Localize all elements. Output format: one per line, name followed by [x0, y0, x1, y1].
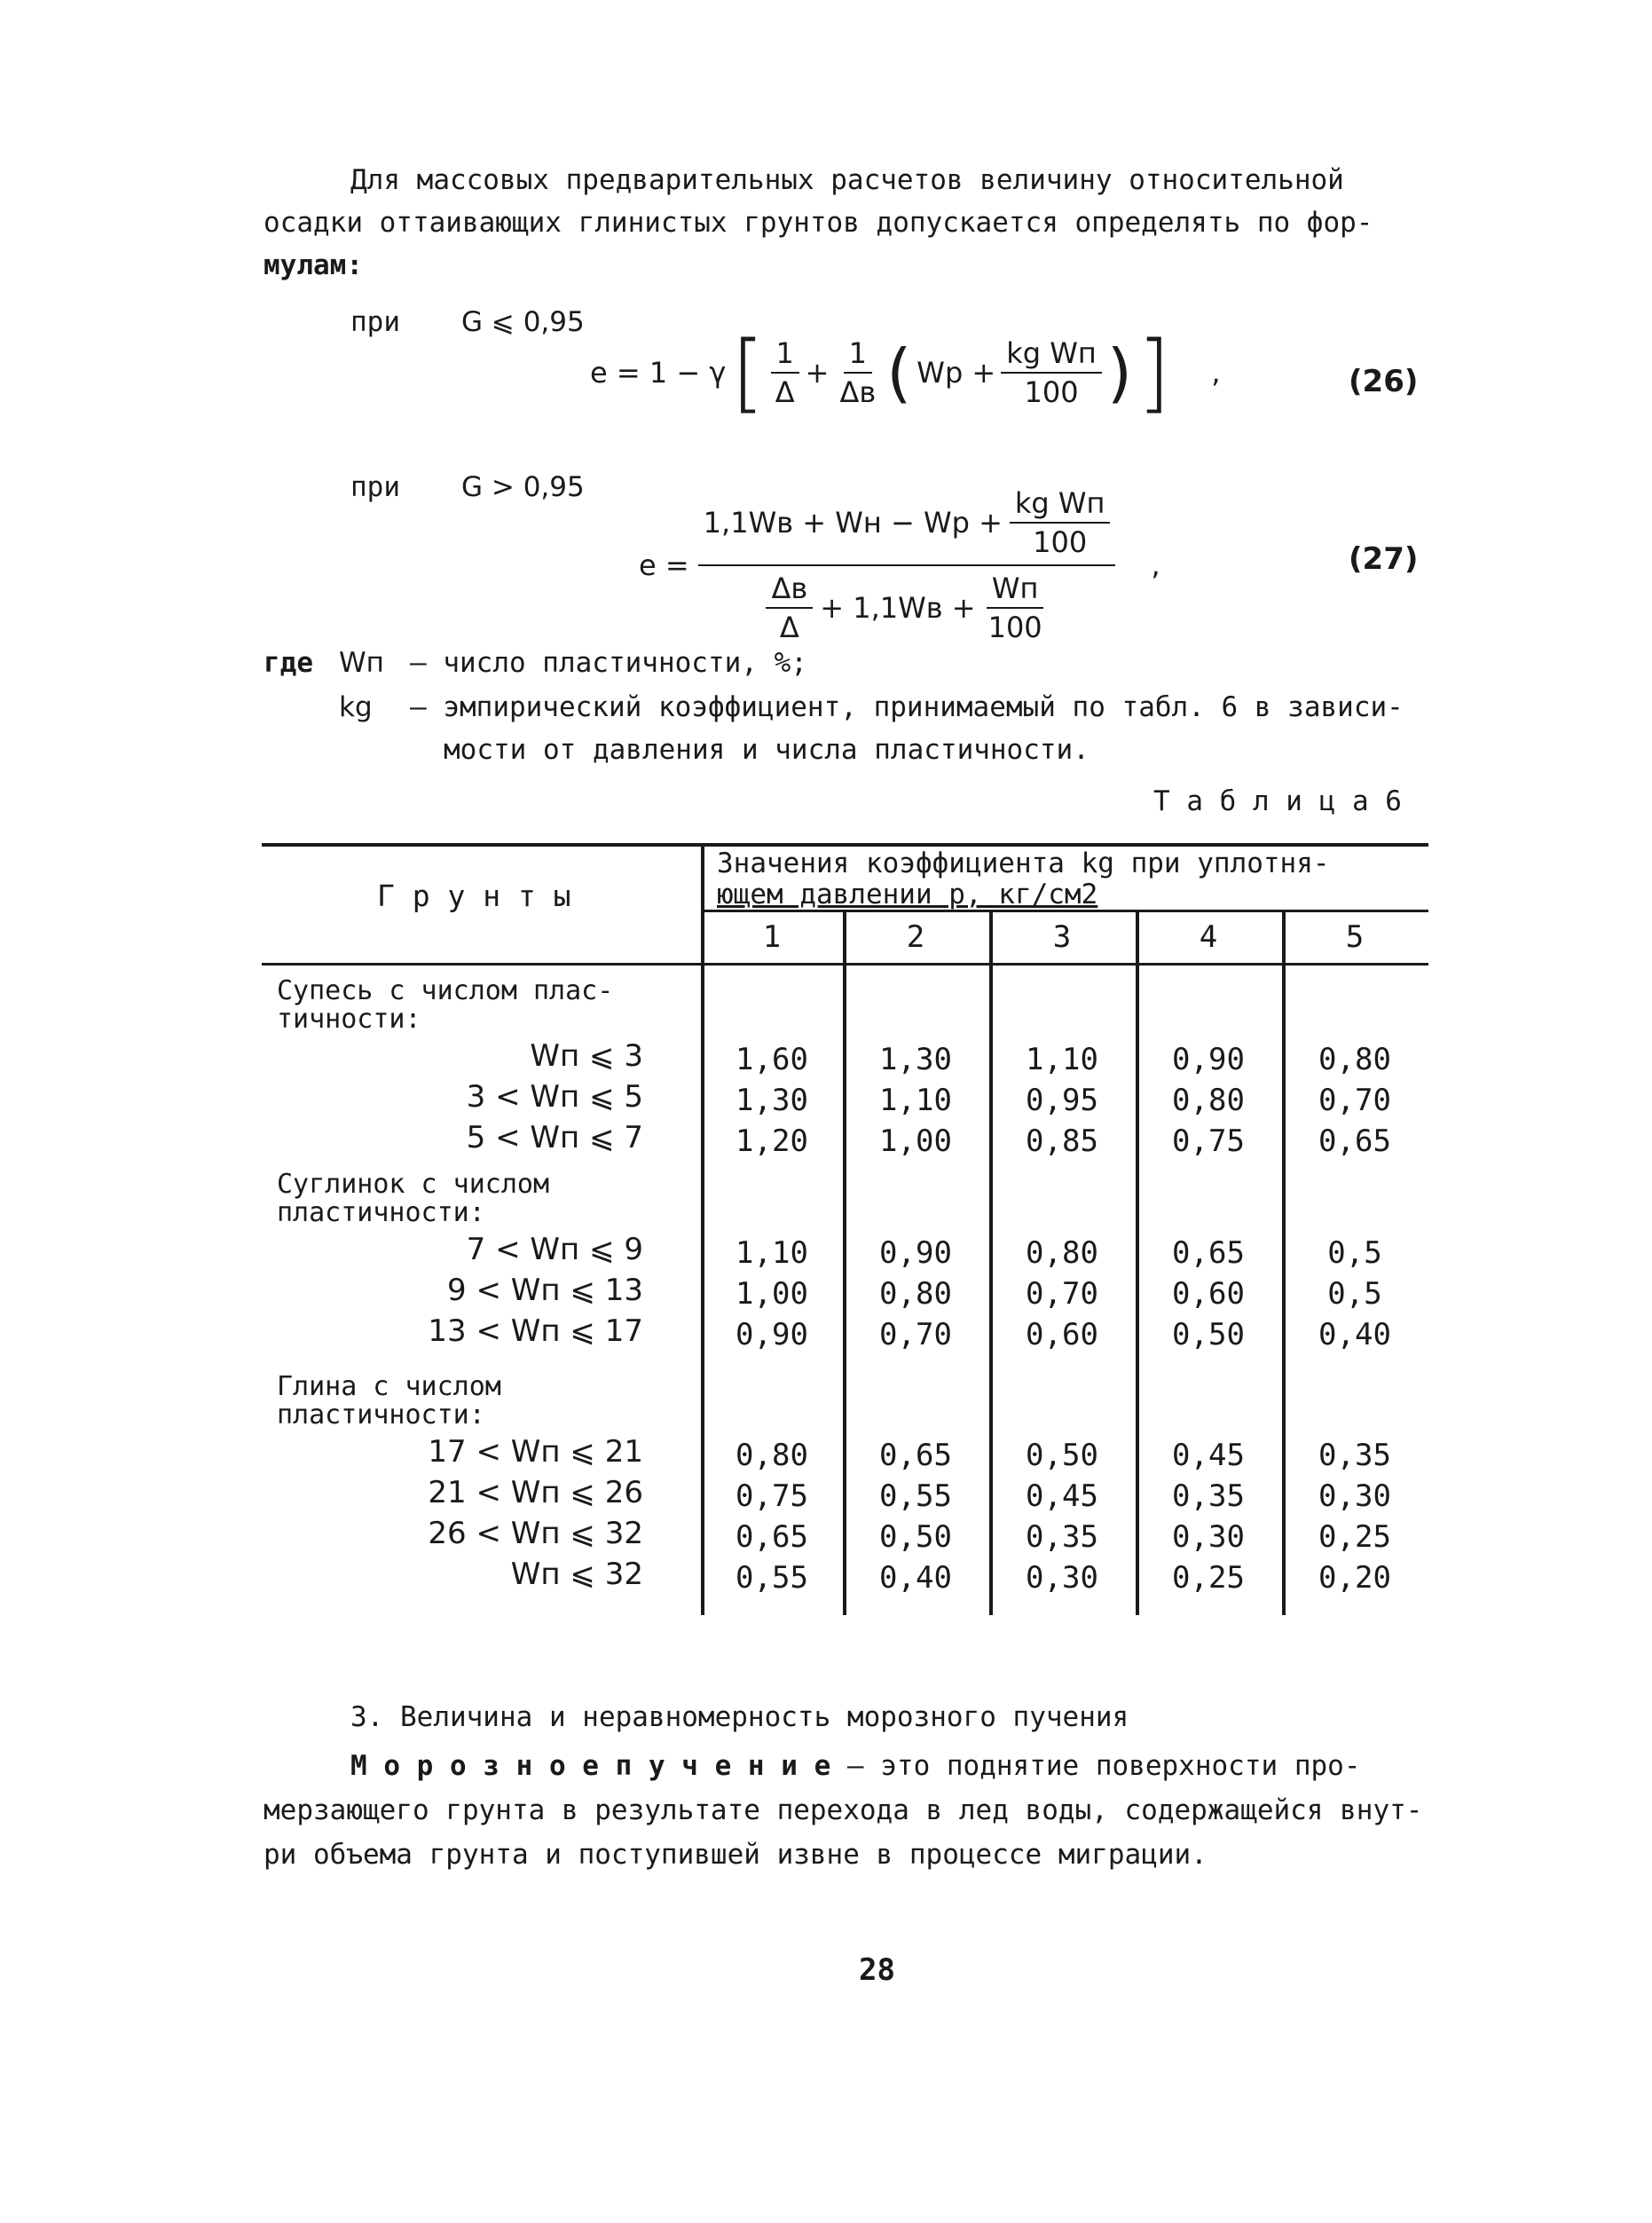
table-cell: 0,35: [1318, 1438, 1391, 1473]
definition-text-kg-2: мости от давления и числа пластичности.: [444, 734, 1090, 766]
table-cell: 0,70: [879, 1317, 952, 1352]
formula-26-lhs: e = 1 − γ: [590, 356, 727, 390]
table-header-line-1: Значения коэффициента kg при уплотня-: [717, 847, 1330, 879]
table-cell: 1,30: [736, 1083, 808, 1118]
table-caption: Т а б л и ц а 6: [1153, 785, 1402, 817]
table-top-rule: [262, 843, 1428, 847]
bracket-close: ]: [1137, 323, 1171, 422]
table-col-rule-4: [1282, 910, 1286, 1615]
intro-line-2: осадки оттаивающих глинистых грунтов допускается определять по фор-: [264, 207, 1373, 239]
table-cell: 0,45: [1172, 1438, 1245, 1473]
table-cell: 0,65: [1318, 1123, 1391, 1159]
group-title: Глина с числом: [277, 1371, 501, 1402]
paren-close: ): [1106, 335, 1132, 410]
pressure-col-2: 2: [906, 919, 925, 955]
formula-27-condition: G > 0,95: [461, 471, 585, 503]
table-cell: 0,90: [736, 1317, 808, 1352]
row-condition: 21 < Wп ⩽ 26: [428, 1475, 643, 1510]
row-condition: Wп ⩽ 3: [530, 1038, 643, 1074]
formula-26-number: (26): [1349, 364, 1419, 399]
table-header-soil: Г р у н т ы: [377, 879, 571, 913]
table-cell: 0,90: [1172, 1042, 1245, 1077]
section-line-2: мерзающего грунта в результате перехода в лед воды, содержащейся внут-: [264, 1794, 1423, 1826]
definition-symbol-wp: Wп: [339, 647, 384, 679]
table-cell: 0,35: [1172, 1478, 1245, 1514]
group-title: Супесь с числом плас-: [277, 975, 614, 1006]
table-cell: 1,00: [736, 1276, 808, 1312]
table-cell: 0,90: [879, 1235, 952, 1271]
formula-26-wp: Wр +: [916, 356, 996, 390]
formula-27-number: (27): [1349, 541, 1419, 577]
page-number: 28: [859, 1952, 895, 1988]
table-cell: 0,25: [1318, 1519, 1391, 1555]
table-cell: 0,65: [1172, 1235, 1245, 1271]
table-cell: 1,10: [879, 1083, 952, 1118]
group-title: Суглинок с числом: [277, 1169, 550, 1200]
table-cell: 0,50: [879, 1519, 952, 1555]
pressure-col-3: 3: [1052, 919, 1072, 955]
table-cell: 0,80: [1318, 1042, 1391, 1077]
row-condition: 26 < Wп ⩽ 32: [428, 1516, 643, 1551]
table-cell: 0,60: [1026, 1317, 1098, 1352]
table-cell: 0,95: [1026, 1083, 1098, 1118]
table-cell: 0,80: [736, 1438, 808, 1473]
formula-26-frac-3: $\frac{\text{kg Wп}}{100}$: [1001, 336, 1102, 409]
formula-26-condition-word: при: [350, 306, 400, 338]
table-cell: 1,10: [1026, 1042, 1098, 1077]
definitions-where: где: [264, 647, 313, 679]
row-condition: 5 < Wп ⩽ 7: [466, 1120, 643, 1155]
table-cell: 0,55: [736, 1560, 808, 1596]
table-cell: 0,5: [1327, 1276, 1382, 1312]
pressure-col-1: 1: [762, 919, 782, 955]
table-cell: 0,50: [1026, 1438, 1098, 1473]
pressure-col-4: 4: [1199, 919, 1218, 955]
table-cell: 0,20: [1318, 1560, 1391, 1596]
table-cell: 0,70: [1318, 1083, 1391, 1118]
definition-text-wp: – число пластичности, %;: [410, 647, 807, 679]
table-header-line-2: ющем давлении p, кг/см2: [717, 879, 1098, 910]
formula-26-condition: G ⩽ 0,95: [461, 306, 585, 338]
formula-27-lhs: e =: [639, 548, 689, 582]
definition-symbol-kg: kg: [339, 691, 373, 723]
table-cell: 0,80: [1026, 1235, 1098, 1271]
table-cell: 0,30: [1318, 1478, 1391, 1514]
table-cell: 1,00: [879, 1123, 952, 1159]
table-cell: 0,30: [1172, 1519, 1245, 1555]
formula-27: e = 1,1Wв + Wн − Wр + $\frac{\text{kg Wп}}{100}$ $\frac{\Delta в}{\Delta}$ + 1,1Wв + $\frac{Wп}{100}$ ,: [639, 486, 1160, 644]
table-col-rule-2: [989, 910, 993, 1615]
row-condition: 9 < Wп ⩽ 13: [447, 1273, 643, 1308]
intro-line-1: Для массовых предварительных расчетов величину относительной: [350, 164, 1344, 196]
row-condition: 7 < Wп ⩽ 9: [466, 1232, 643, 1267]
pressure-col-5: 5: [1345, 919, 1365, 955]
table-cell: 0,70: [1026, 1276, 1098, 1312]
table-cell: 0,25: [1172, 1560, 1245, 1596]
table-cell: 0,45: [1026, 1478, 1098, 1514]
section-term: М о р о з н о е п у ч е н и е: [350, 1750, 831, 1782]
table-cell: 0,85: [1026, 1123, 1098, 1159]
bracket-open: [: [731, 323, 765, 422]
row-condition: 3 < Wп ⩽ 5: [466, 1079, 643, 1115]
formula-26: e = 1 − γ [ $\frac{1}{\Delta}$ + $\frac{1}{\Delta в}$ ( Wр + $\frac{\text{kg Wп}}{100}$ ) ] ,: [590, 323, 1221, 422]
table-col-rule-1: [843, 910, 846, 1615]
table-cell: 0,65: [879, 1438, 952, 1473]
table-cell: 0,5: [1327, 1235, 1382, 1271]
row-condition: Wп ⩽ 32: [510, 1557, 643, 1592]
table-cell: 1,30: [879, 1042, 952, 1077]
section-line-3: ри объема грунта и поступившей извне в процессе миграции.: [264, 1839, 1208, 1871]
intro-line-3: мулам:: [264, 249, 363, 281]
formula-26-frac-1: $\frac{1}{\Delta}$: [770, 336, 800, 409]
row-condition: 13 < Wп ⩽ 17: [428, 1313, 643, 1349]
table-col-rule-3: [1136, 910, 1139, 1615]
table-cell: 0,65: [736, 1519, 808, 1555]
table-cell: 0,80: [879, 1276, 952, 1312]
table-cell: 0,40: [879, 1560, 952, 1596]
formula-27-denominator: + 1,1Wв +: [820, 591, 976, 625]
table-cell: 0,60: [1172, 1276, 1245, 1312]
formula-27-main-fraction: 1,1Wв + Wн − Wр + $\frac{\text{kg Wп}}{100}$ $\frac{\Delta в}{\Delta}$ + 1,1Wв + $\frac{Wп}{100}$: [698, 486, 1116, 644]
group-subtitle: тичности:: [277, 1004, 421, 1035]
table-cell: 0,80: [1172, 1083, 1245, 1118]
table-cell: 1,20: [736, 1123, 808, 1159]
group-subtitle: пластичности:: [277, 1399, 485, 1431]
table-cell: 0,50: [1172, 1317, 1245, 1352]
definition-text-kg-1: – эмпирический коэффициент, принимаемый по табл. 6 в зависи-: [410, 691, 1404, 723]
table-cell: 0,40: [1318, 1317, 1391, 1352]
section-heading: 3. Величина и неравномерность морозного пучения: [350, 1701, 1129, 1733]
formula-26-frac-2: $\frac{1}{\Delta в}$: [839, 336, 877, 409]
table-cell: 1,10: [736, 1235, 808, 1271]
paren-open: (: [886, 335, 912, 410]
table-col-rule-0: [701, 843, 704, 1615]
table-cell: 0,35: [1026, 1519, 1098, 1555]
section-line-1-rest: – это поднятие поверхности про-: [830, 1750, 1361, 1782]
section-line-1: [350, 1744, 1360, 1788]
formula-27-numerator: 1,1Wв + Wн − Wр +: [703, 506, 1003, 540]
row-condition: 17 < Wп ⩽ 21: [428, 1434, 643, 1470]
table-cell: 0,75: [1172, 1123, 1245, 1159]
table-cell: 0,30: [1026, 1560, 1098, 1596]
formula-27-condition-word: при: [350, 471, 400, 503]
table-cell: 0,55: [879, 1478, 952, 1514]
table-cell: 0,75: [736, 1478, 808, 1514]
table-cell: 1,60: [736, 1042, 808, 1077]
group-subtitle: пластичности:: [277, 1197, 485, 1228]
